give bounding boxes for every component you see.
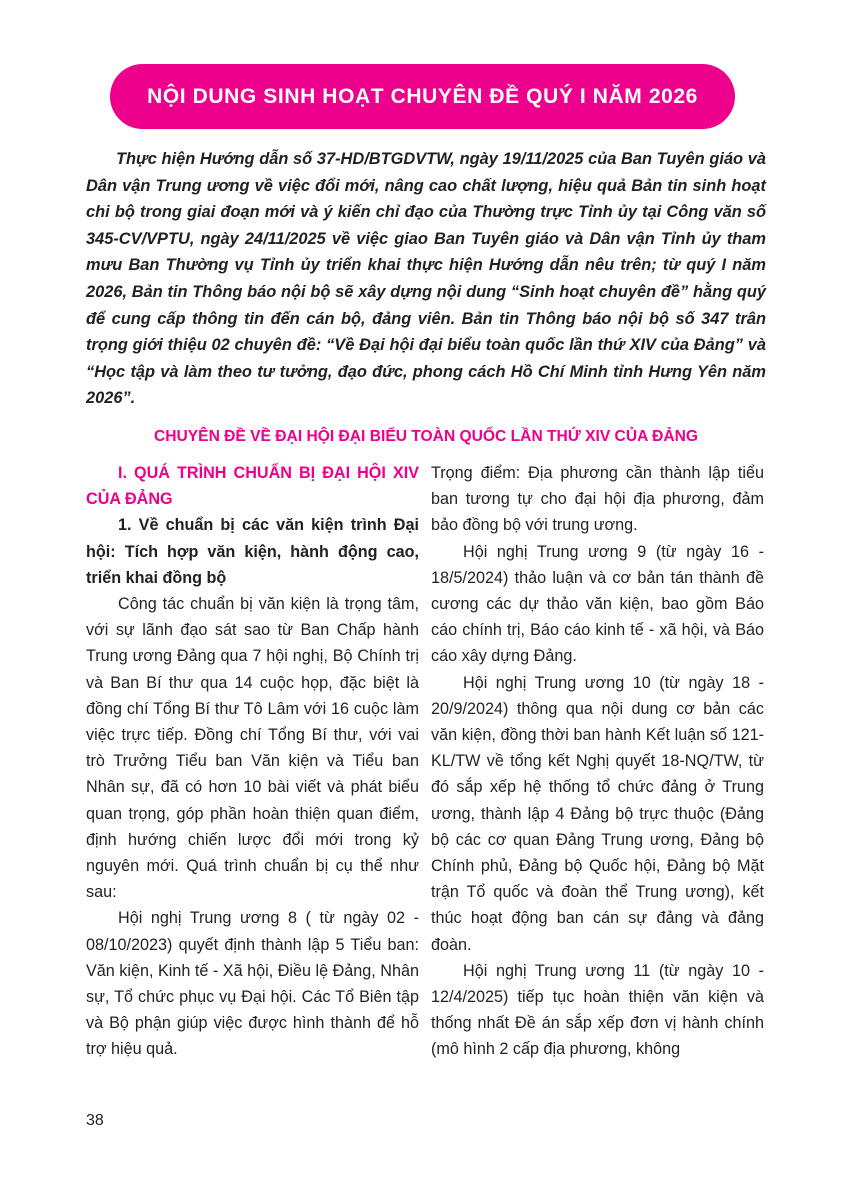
- right-column: [431, 460, 764, 1063]
- section-title: CHUYÊN ĐỀ VỀ ĐẠI HỘI ĐẠI BIỂU TOÀN QUỐC LẦN THỨ XIV CỦA ĐẢNG: [153, 428, 699, 445]
- left-column: [86, 460, 419, 1063]
- section-heading: I. QUÁ TRÌNH CHUẨN BỊ ĐẠI HỘI XIV CỦA ĐẢNG: [86, 464, 419, 509]
- subsection-heading: 1. Về chuẩn bị các văn kiện trình Đại hội: Tích hợp văn kiện, hành động cao, triển khai đồng bộ: [86, 516, 419, 587]
- body-paragraph: Công tác chuẩn bị văn kiện là trọng tâm, với sự lãnh đạo sát sao từ Ban Chấp hành Trung ương Đảng qua 7 hội nghị, Bộ Chính trị và Ban Bí thư qua 14 cuộc họp, đặc biệt là đồng chí Tổng Bí thư Tô Lâm với 16 cuộc làm việc trực tiếp. Đồng chí Tổng Bí thư, với vai trò Trưởng Tiểu ban Văn kiện và Tiểu ban Nhân sự, đã có hơn 10 bài viết và phát biểu quan trọng, góp phần hoàn thiện quan điểm, định hướng chiến lược đổi mới trong kỷ nguyên mới. Quá trình chuẩn bị cụ thể như sau:: [86, 595, 419, 902]
- intro-paragraph: Thực hiện Hướng dẫn số 37-HD/BTGDVTW, ngày 19/11/2025 của Ban Tuyên giáo và Dân vận Trung ương về việc đổi mới, nâng cao chất lượng, hiệu quả Bản tin sinh hoạt chi bộ trong giai đoạn mới và ý kiến chỉ đạo của Thường trực Tỉnh ủy tại Công văn số 345-CV/VPTU, ngày 24/11/2025 về việc giao Ban Tuyên giáo và Dân vận Tỉnh ủy tham mưu Ban Thường vụ Tỉnh ủy triển khai thực hiện Hướng dẫn nêu trên; từ quý I năm 2026, Bản tin Thông báo nội bộ sẽ xây dựng nội dung “Sinh hoạt chuyên đề” hằng quý để cung cấp thông tin đến cán bộ, đảng viên. Bản tin Thông báo nội bộ số 347 trân trọng giới thiệu 02 chuyên đề: “Về Đại hội đại biểu toàn quốc lần thứ XIV của Đảng” và “Học tập và làm theo tư tưởng, đạo đức, phong cách Hồ Chí Minh tỉnh Hưng Yên năm 2026”.: [86, 150, 766, 408]
- body-paragraph: Hội nghị Trung ương 10 (từ ngày 18 - 20/9/2024) thông qua nội dung cơ bản các văn kiện, đồng thời ban hành Kết luận số 121-KL/TW về tổng kết Nghị quyết 18-NQ/TW, từ đó sắp xếp hệ thống tổ chức đảng ở Trung ương, thành lập 4 Đảng bộ trực thuộc (Đảng bộ các cơ quan Đảng Trung ương, Đảng bộ Chính phủ, Đảng bộ Quốc hội, Đảng bộ Mặt trận Tổ quốc và đoàn thể Trung ương), kết thúc hoạt động ban cán sự đảng và đảng đoàn.: [431, 673, 764, 954]
- title-banner: [110, 64, 735, 129]
- body-paragraph: Hội nghị Trung ương 11 (từ ngày 10 - 12/4/2025) tiếp tục hoàn thiện văn kiện và thống nhất Đề án sắp xếp đơn vị hành chính (mô hình 2 cấp địa phương, không: [431, 961, 764, 1059]
- page-number: 38: [86, 1112, 104, 1129]
- body-paragraph: Trọng điểm: Địa phương cần thành lập tiểu ban tương tự cho đại hội địa phương, đảm bảo đồng bộ với trung ương.: [431, 464, 764, 535]
- page-title: NỘI DUNG SINH HOẠT CHUYÊN ĐỀ QUÝ I NĂM 2026: [147, 84, 698, 108]
- body-paragraph: Hội nghị Trung ương 9 (từ ngày 16 - 18/5/2024) thảo luận và cơ bản tán thành đề cương các dự thảo văn kiện, bao gồm Báo cáo chính trị, Báo cáo kinh tế - xã hội, và Báo cáo xây dựng Đảng.: [431, 542, 764, 666]
- body-paragraph: Hội nghị Trung ương 8 ( từ ngày 02 - 08/10/2023) quyết định thành lập 5 Tiểu ban: Văn kiện, Kinh tế - Xã hội, Điều lệ Đảng, Nhân sự, Tổ chức phục vụ Đại hội. Các Tổ Biên tập và Bộ phận giúp việc được hình thành để hỗ trợ hiệu quả.: [86, 909, 419, 1059]
